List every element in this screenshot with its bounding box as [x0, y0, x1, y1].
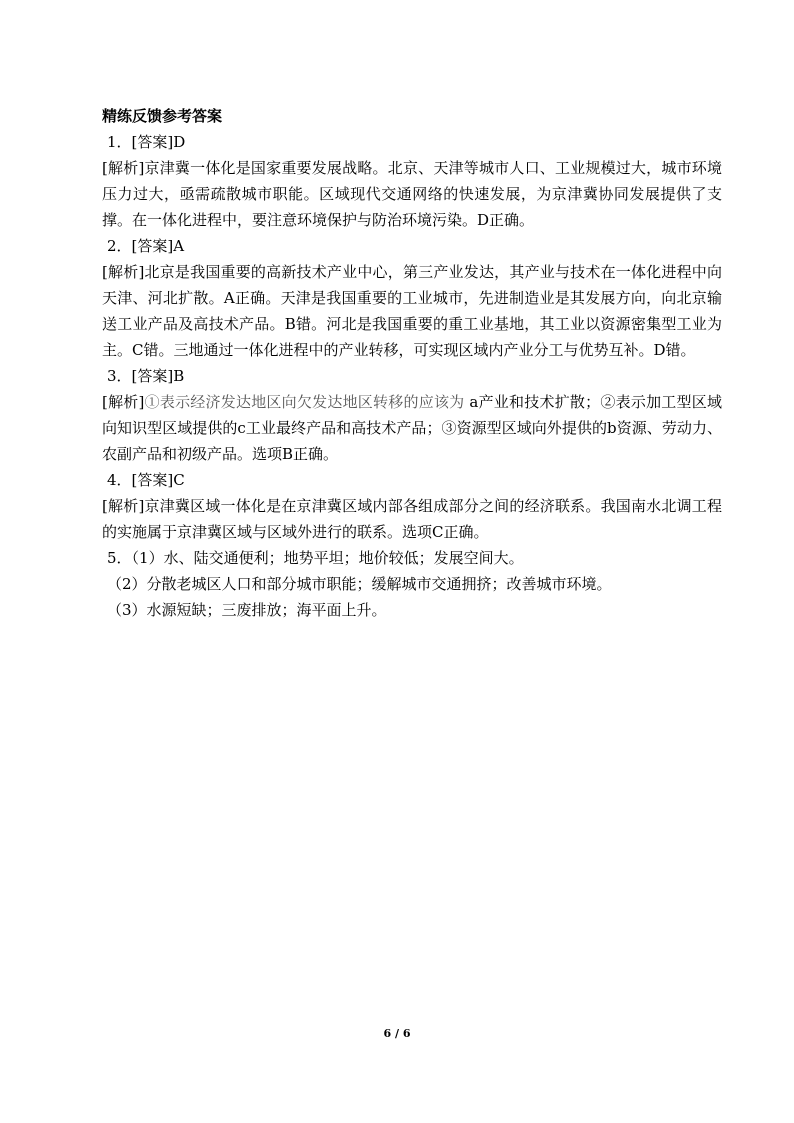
q5-part-3: （3）水源短缺；三废排放；海平面上升。	[107, 601, 387, 619]
analysis-4: [解析]京津冀区域一体化是在京津冀区域内部各组成部分之间的经济联系。我国南水北调工程的实施属于京津冀区域与区域外进行的联系。选项C正确。	[102, 497, 722, 541]
analysis-2: [解析]北京是我国重要的高新技术产业中心，第三产业发达，其产业与技术在一体化进程中向天津、河北扩散。A正确。天津是我国重要的工业城市，先进制造业是其发展方向，向北京输送工业产品及高技术产品。B错。河北是我国重要的重工业基地，其工业以资源密集型工业为主。C错。三地通过一体化进程中的产业转移，可实现区域内产业分工与优势互补。D错。	[102, 263, 722, 359]
analysis-3-prefix: [解析]	[102, 393, 145, 411]
analysis-3-gray-text: ①表示经济发达地区向欠发达地区转移的应该为	[144, 393, 465, 411]
page-title: 精练反馈参考答案	[102, 107, 223, 125]
analysis-3	[102, 389, 722, 467]
answer-line-1: 1．[答案]D	[107, 133, 186, 151]
analysis-3-text: a产业和技术扩散；②表示加工型区域向知识型区域提供的c工业最终产品和高技术产品；③资源型区域向外提供的b资源、劳动力、农副产品和初级产品。选项B正确。	[102, 393, 722, 463]
answer-line-3: 3．[答案]B	[107, 367, 185, 385]
analysis-1: [解析]京津冀一体化是国家重要发展战略。北京、天津等城市人口、工业规模过大，城市环境压力过大，亟需疏散城市职能。区域现代交通网络的快速发展，为京津冀协同发展提供了支撑。在一体化进程中，要注意环境保护与防治环境污染。D正确。	[102, 159, 722, 229]
page-number: 6 / 6	[383, 1027, 411, 1040]
answer-content	[102, 103, 722, 623]
answer-line-4: 4．[答案]C	[107, 471, 185, 489]
q5-part-2: （2）分散老城区人口和部分城市职能；缓解城市交通拥挤；改善城市环境。	[107, 575, 612, 593]
answer-line-2: 2．[答案]A	[107, 237, 185, 255]
q5-part-1: 5．（1）水、陆交通便利；地势平坦；地价较低；发展空间大。	[107, 549, 524, 567]
